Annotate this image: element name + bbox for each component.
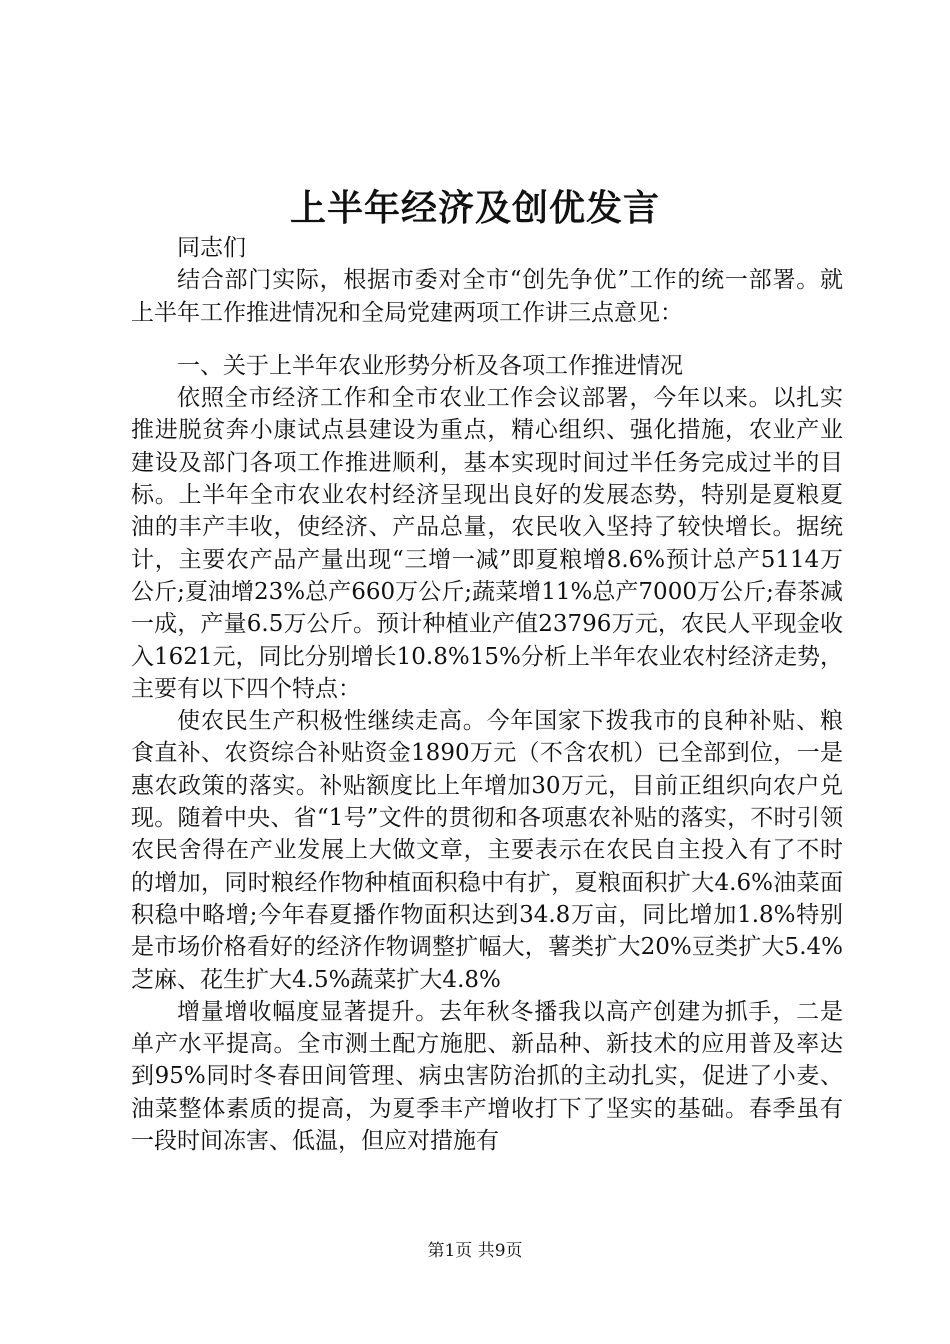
document-body — [131, 232, 843, 1157]
document-title: 上半年经济及创优发言 — [289, 187, 660, 229]
body-paragraph: 依照全市经济工作和全市农业工作会议部署，今年以来。以扎实推进脱贫奔小康试点县建设为重点，精心组织、强化措施，农业产业建设及部门各项工作推进顺利，基本实现时间过半任务完成过半的目标。上半年全市农业农村经济呈现出良好的发展态势，特别是夏粮夏油的丰产丰收，使经济、产品总量，农民收入坚持了较快增长。据统计，主要农产品产量出现“三增一减”即夏粮增8.6%预计总产5114万公斤;夏油增23%总产660万公斤;蔬菜增11%总产7000万公斤;春茶减一成，产量6.5万公斤。预计种植业产值23796万元，农民人平现金收入1621元，同比分别增长10.8%15%分析上半年农业农村经济走势，主要有以下四个特点： — [131, 385, 843, 702]
body-paragraph: 使农民生产积极性继续走高。今年国家下拨我市的良种补贴、粮食直补、农资综合补贴资金1890万元（不含农机）已全部到位，一是惠农政策的落实。补贴额度比上年增加30万元，目前正组织向农户兑现。随着中央、省“1号”文件的贯彻和各项惠农补贴的落实，不时引领农民舍得在产业发展上大做文章，主要表示在农民自主投入有了不时的增加，同时粮经作物种植面积稳中有扩，夏粮面积扩大4.6%油菜面积稳中略增;今年春夏播作物面积达到34.8万亩，同比增加1.8%特别是市场价格看好的经济作物调整扩幅大，薯类扩大20%豆类扩大5.4%芝麻、花生扩大4.5%蔬菜扩大4.8% — [131, 708, 843, 993]
section-heading: 一、关于上半年农业形势分析及各项工作推进情况 — [177, 352, 683, 379]
page-number-footer: 第1页 共9页 — [427, 1241, 523, 1261]
intro-paragraph: 结合部门实际，根据市委对全市“创先争优”工作的统一部署。就上半年工作推进情况和全局党建两项工作讲三点意见： — [131, 267, 843, 326]
body-paragraph: 增量增收幅度显著提升。去年秋冬播我以高产创建为抓手，二是单产水平提高。全市测土配方施肥、新品种、新技术的应用普及率达到95%同时冬春田间管理、病虫害防治抓的主动扎实，促进了小麦、油菜整体素质的提高，为夏季丰产增收打下了坚实的基础。春季虽有一段时间冻害、低温，但应对措施有 — [131, 998, 843, 1155]
salutation-paragraph: 同志们 — [177, 235, 246, 261]
